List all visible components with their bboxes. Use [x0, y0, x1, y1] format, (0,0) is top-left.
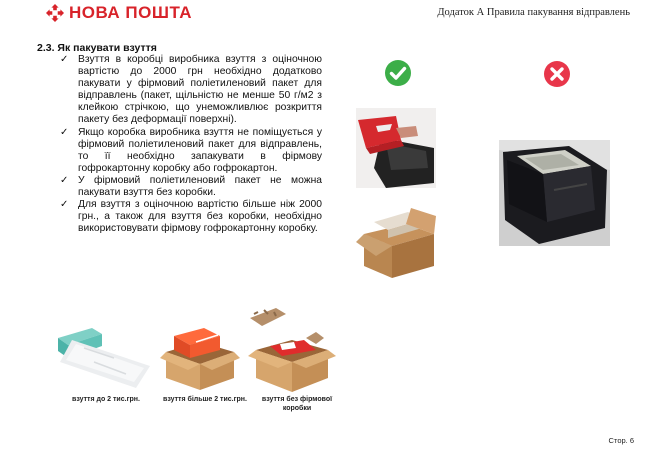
photo-box-in-carton [356, 194, 437, 279]
checkmark-bullet-icon: ✓ [60, 174, 69, 186]
caption-shoes-up-to-2000: взуття до 2 тис.грн. [72, 396, 140, 403]
packing-rules-list [60, 54, 322, 235]
caption-shoes-over-2000: взуття більше 2 тис.грн. [163, 396, 247, 403]
page-number: Стор. 6 [608, 436, 634, 445]
illustration-shoes-in-carton-no-box [246, 304, 338, 394]
logo-text: НОВА ПОШТА [69, 3, 193, 22]
list-item [60, 199, 322, 235]
rule-text: Для взуття з оціночною вартістю більше ніж 2000 грн., а також для взуття без коробки, необхідно використовувати фірмову гофрокартонну коробку. [78, 199, 322, 235]
cross-circle-icon [543, 60, 571, 88]
checkmark-bullet-icon: ✓ [60, 54, 69, 65]
nova-poshta-logo-icon [46, 4, 64, 22]
checkmark-bullet-icon: ✓ [60, 199, 69, 211]
check-circle-icon [384, 59, 412, 87]
list-item [60, 127, 322, 175]
rule-text: Якщо коробка виробника взуття не поміщується у фірмовий поліетиленовий пакет для відправлень, то її необхідно запакувати в фірмову гофрокартонну коробку або гофрокартон. [78, 126, 322, 174]
nova-poshta-logo [46, 3, 192, 23]
photo-box-in-bag [356, 108, 436, 188]
rule-text: Взуття в коробці виробника взуття з оціночною вартістю до 2000 грн необхідно додатково пакувати у фірмовий поліетиленовий пакет для відправлень (пакет, щільністю не менше 50 г/м2 з клейкою стрічкою, що унеможливлює розкриття пакету без деформації поверхні). [78, 54, 322, 126]
illustration-shoes-in-plastic-bag [54, 318, 154, 390]
list-item [60, 175, 322, 199]
checkmark-bullet-icon: ✓ [60, 126, 69, 138]
section-title: 2.3. Як пакувати взуття [37, 42, 157, 54]
list-item [60, 54, 322, 127]
rule-text: У фірмовий поліетиленовий пакет не можна пакувати взуття без коробки. [78, 174, 322, 199]
appendix-title: Додаток А Правила пакування відправлень [437, 7, 630, 18]
illustration-shoe-box-in-carton [160, 320, 240, 392]
photo-shoes-bag-without-box [499, 140, 610, 246]
caption-shoes-without-box: взуття без фірмової коробки [261, 396, 333, 412]
